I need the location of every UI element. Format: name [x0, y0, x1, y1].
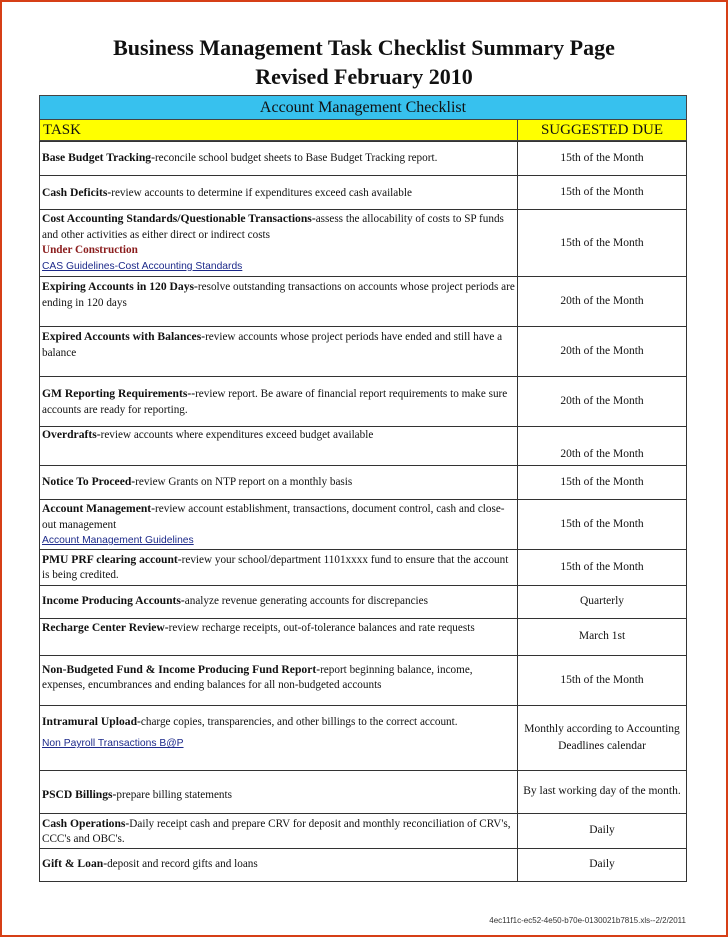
table-row — [40, 427, 687, 466]
task-description: review Grants on NTP report on a monthly basis — [135, 476, 353, 488]
task-name: Cash Operations- — [42, 816, 130, 830]
task-cell — [40, 210, 518, 277]
task-description: review your school/department 1101xxxx fund to ensure that the account is being credited. — [42, 553, 509, 581]
due-column-header: SUGGESTED DUE — [540, 122, 664, 138]
task-cell — [40, 705, 518, 770]
due-cell: 20th of the Month — [518, 277, 687, 327]
task-description: review account establishment, transactions, document control, cash and close-out management — [42, 503, 505, 531]
task-description: review report. Be aware of financial report requirements to make sure accounts are ready for reporting. — [42, 388, 508, 416]
page-subtitle: Revised February 2010 — [255, 64, 473, 89]
task-description: analyze revenue generating accounts for discrepancies — [184, 594, 428, 607]
due-cell: By last working day of the month. — [518, 770, 687, 813]
column-header-row — [39, 119, 687, 141]
task-name: Intramural Upload- — [42, 714, 141, 728]
task-description: resolve outstanding transactions on accounts whose project periods are ending in 120 days — [42, 281, 515, 309]
table-row — [40, 655, 687, 705]
guideline-link[interactable]: CAS Guidelines-Cost Accounting Standards — [42, 260, 243, 272]
task-cell — [40, 142, 518, 176]
guideline-link[interactable]: Account Management Guidelines — [42, 535, 194, 546]
due-cell: Daily — [518, 813, 687, 848]
task-name: PMU PRF clearing account- — [42, 552, 182, 566]
table-row — [40, 770, 687, 813]
task-cell — [40, 377, 518, 427]
task-cell — [40, 466, 518, 500]
task-cell — [40, 618, 518, 655]
task-description: reconcile school budget sheets to Base Budget Tracking report. — [154, 152, 438, 164]
table-row — [40, 142, 687, 176]
task-name: Cost Accounting Standards/Questionable Transactions- — [42, 212, 316, 225]
table-row — [40, 705, 687, 770]
task-cell — [40, 585, 518, 618]
task-column-header: TASK — [40, 120, 518, 140]
table-row — [40, 277, 687, 327]
task-cell — [40, 655, 518, 705]
due-cell: 20th of the Month — [518, 427, 687, 466]
table-row — [40, 500, 687, 550]
due-cell: Quarterly — [518, 585, 687, 618]
task-description: charge copies, transparencies, and other billings to the correct account. — [140, 715, 458, 728]
task-description: report beginning balance, income, expenses, encumbrances and ending balances for all non-budgeted accounts — [42, 663, 473, 691]
table-row — [40, 585, 687, 618]
task-name: PSCD Billings- — [42, 787, 117, 801]
task-description: Daily receipt cash and prepare CRV for deposit and monthly reconciliation of CRV's, CCC's and OBC's. — [42, 817, 511, 845]
task-name: Gift & Loan- — [42, 856, 108, 870]
task-description: review accounts whose project periods have ended and still have a balance — [42, 331, 503, 359]
task-cell — [40, 277, 518, 327]
task-cell — [40, 176, 518, 210]
task-name: Cash Deficits- — [42, 186, 112, 199]
due-cell: 15th of the Month — [518, 142, 687, 176]
task-name: Non-Budgeted Fund & Income Producing Fund Report- — [42, 662, 321, 676]
task-name: GM Reporting Requirements-- — [42, 387, 196, 400]
task-cell — [40, 327, 518, 377]
due-cell: 15th of the Month — [518, 549, 687, 585]
due-cell: 20th of the Month — [518, 327, 687, 377]
due-cell: 15th of the Month — [518, 176, 687, 210]
table-row — [40, 549, 687, 585]
section-title: Account Management Checklist — [39, 95, 687, 119]
task-cell — [40, 549, 518, 585]
due-cell: 15th of the Month — [518, 655, 687, 705]
task-description: deposit and record gifts and loans — [107, 857, 258, 870]
task-description: assess the allocability of costs to SP funds and other activities as either direct or indirect costs — [42, 213, 504, 241]
task-name: Overdrafts- — [42, 428, 101, 441]
due-cell: Monthly according to Accounting Deadlines calendar — [518, 705, 687, 770]
table-row — [40, 210, 687, 277]
due-cell: 20th of the Month — [518, 377, 687, 427]
task-name: Base Budget Tracking- — [42, 151, 155, 164]
table-row — [40, 813, 687, 848]
due-cell: 15th of the Month — [518, 210, 687, 277]
due-cell: 15th of the Month — [518, 500, 687, 550]
file-reference: 4ec11f1c-ec52-4e50-b70e-0130021b7815.xls--2/2/2011 — [489, 916, 686, 925]
task-cell — [40, 848, 518, 881]
task-name: Income Producing Accounts- — [42, 593, 185, 607]
table-row — [40, 618, 687, 655]
task-cell — [40, 813, 518, 848]
table-row — [40, 848, 687, 881]
table-row — [40, 176, 687, 210]
task-name: Expiring Accounts in 120 Days- — [42, 280, 198, 293]
table-row — [40, 327, 687, 377]
task-description: review recharge receipts, out-of-tolerance balances and rate requests — [168, 621, 475, 634]
page-title: Business Management Task Checklist Summary Page — [113, 35, 615, 60]
due-cell: March 1st — [518, 618, 687, 655]
task-description: review accounts to determine if expenditures exceed cash available — [111, 187, 412, 199]
task-description: review accounts where expenditures exceed budget available — [100, 429, 374, 441]
table-row — [40, 466, 687, 500]
table-row — [40, 377, 687, 427]
task-name: Account Management- — [42, 502, 156, 515]
task-name: Recharge Center Review- — [42, 620, 169, 634]
due-cell: Daily — [518, 848, 687, 881]
task-name: Expired Accounts with Balances- — [42, 330, 206, 343]
status-note: Under Construction — [42, 244, 138, 256]
task-cell — [40, 500, 518, 550]
due-cell: 15th of the Month — [518, 466, 687, 500]
task-cell — [40, 770, 518, 813]
checklist-sheet — [39, 95, 687, 882]
task-cell — [40, 427, 518, 466]
task-description: prepare billing statements — [116, 788, 232, 801]
task-name: Notice To Proceed- — [42, 475, 136, 488]
guideline-link[interactable]: Non Payroll Transactions B@P — [42, 738, 184, 749]
checklist-table — [39, 141, 687, 882]
